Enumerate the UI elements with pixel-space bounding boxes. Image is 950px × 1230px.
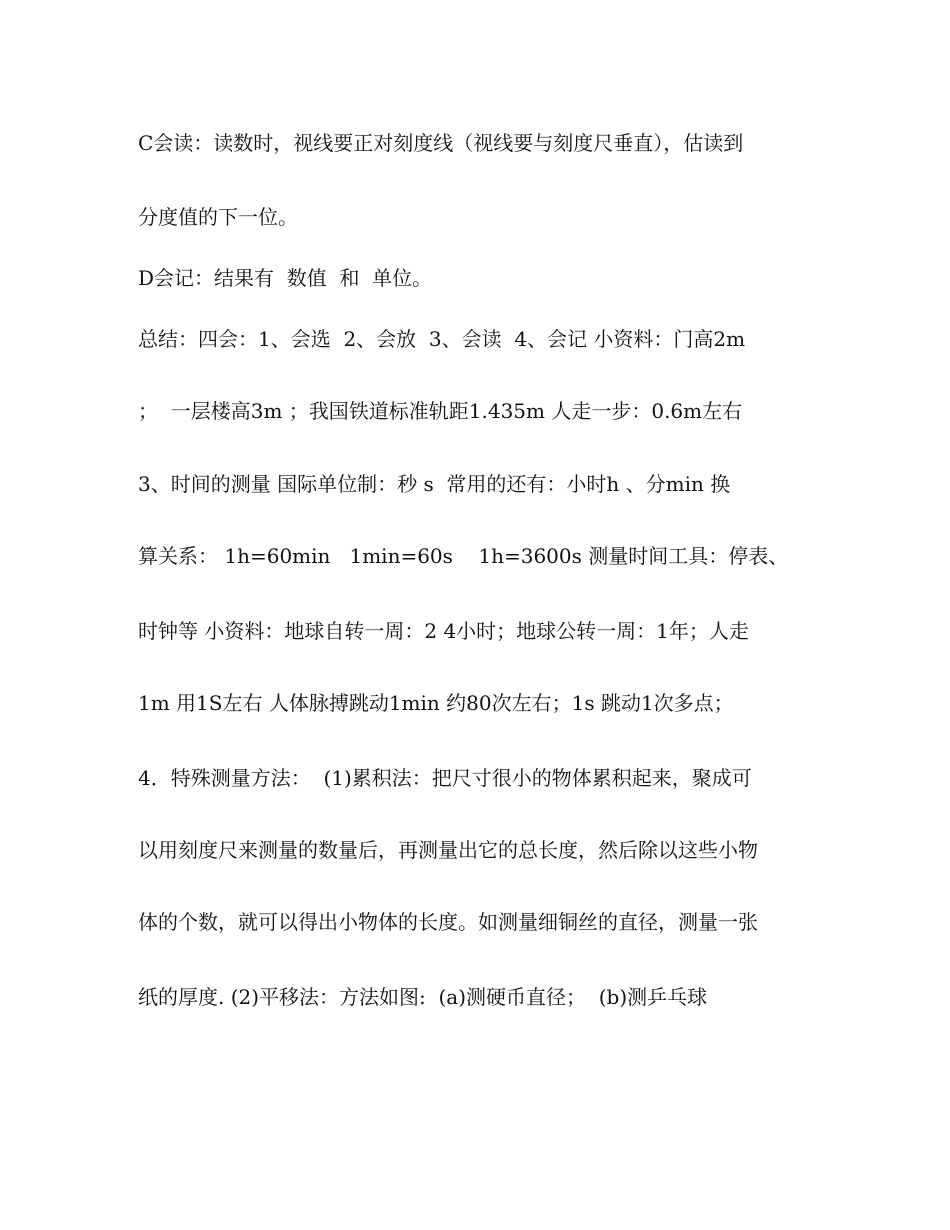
text-line-11: 以用刻度尺来测量的数量后，再测量出它的总长度，然后除以这些小物 xyxy=(138,838,758,862)
text-line-6: 3、时间的测量 国际单位制：秒 s 常用的还有：小时h 、分min 换 xyxy=(138,472,731,496)
text-line-5: ； 一层楼高3m ；我国铁道标准轨距1.435m 人走一步：0.6m左右 xyxy=(138,399,743,423)
text-line-3: D会记：结果有 数值 和 单位。 xyxy=(138,266,433,290)
text-line-1: C会读：读数时，视线要正对刻度线（视线要与刻度尺垂直），估读到 xyxy=(138,131,744,155)
text-line-10: 4．特殊测量方法： (1)累积法：把尺寸很小的物体累积起来，聚成可 xyxy=(138,766,752,790)
text-line-13: 纸的厚度. (2)平移法：方法如图: (a)测硬币直径； (b)测乒乓球 xyxy=(138,985,708,1009)
text-line-7: 算关系： 1h=60min 1min=60s 1h=3600s 测量时间工具：停表、 xyxy=(138,544,789,568)
text-line-4: 总结：四会：1、会选 2、会放 3、会读 4、会记 小资料：门高2m xyxy=(138,327,746,351)
text-line-12: 体的个数，就可以得出小物体的长度。如测量细铜丝的直径，测量一张 xyxy=(138,910,758,934)
text-line-2: 分度值的下一位。 xyxy=(138,205,298,229)
text-line-8: 时钟等 小资料：地球自转一周：2 4小时；地球公转一周：1年；人走 xyxy=(138,619,749,643)
text-line-9: 1m 用1S左右 人体脉搏跳动1min 约80次左右；1s 跳动1次多点； xyxy=(138,691,734,715)
